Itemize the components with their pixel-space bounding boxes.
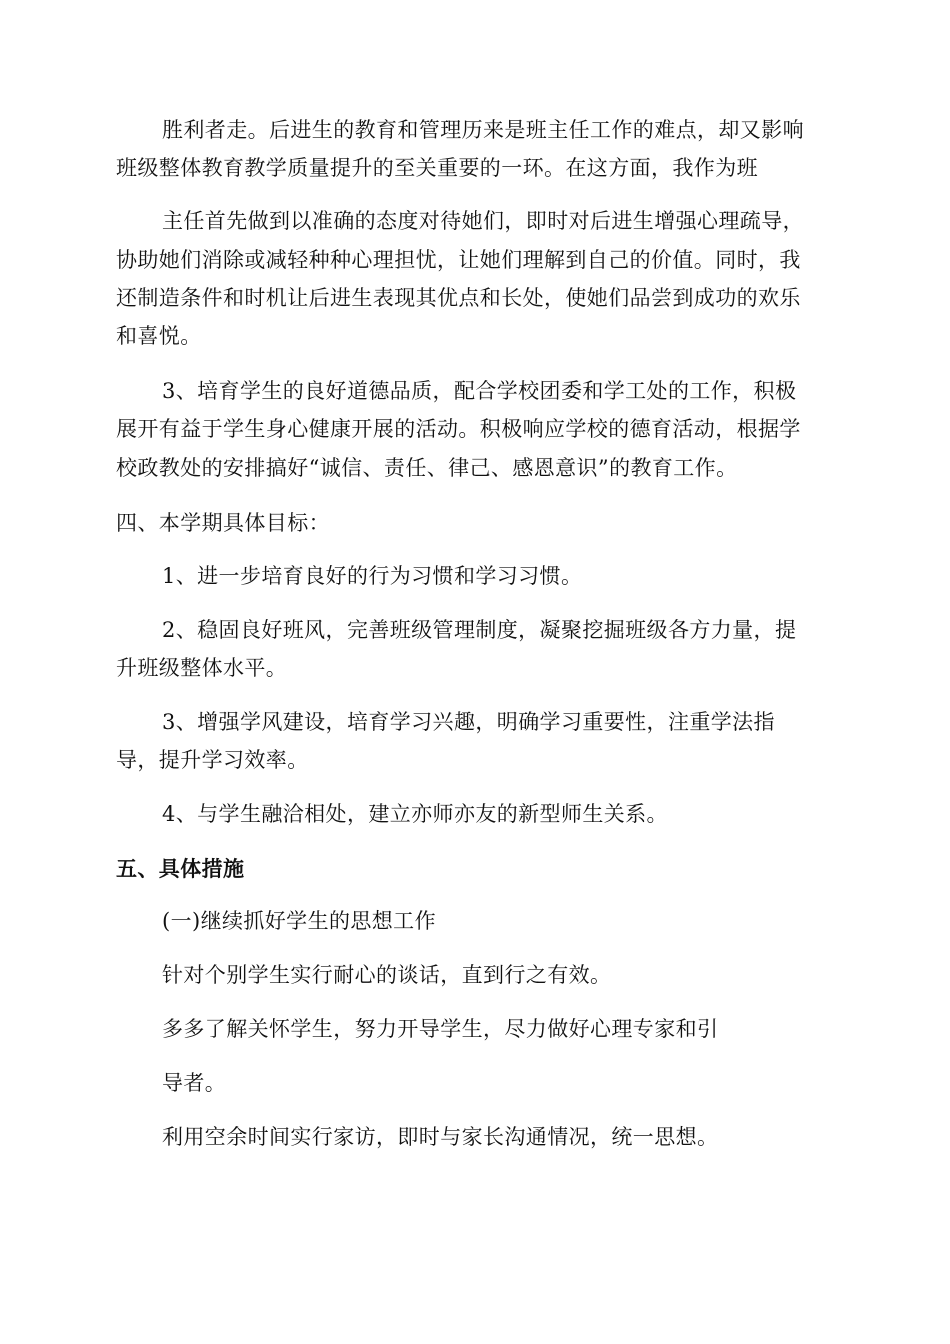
list-item-continuation: 导，提升学习效率。: [116, 748, 309, 772]
paragraph-line: 还制造条件和时机让后进生表现其优点和长处，使她们品尝到成功的欢乐: [116, 286, 801, 310]
paragraph-line: 校政教处的安排搞好“诚信、责任、律己、感恩意识”的教育工作。: [116, 456, 738, 480]
subsection-heading: (一)继续抓好学生的思想工作: [162, 909, 436, 933]
list-item: 1、进一步培育良好的行为习惯和学习习惯。: [162, 564, 583, 588]
section-heading: 四、本学期具体目标：: [116, 511, 330, 535]
paragraph-line: 胜利者走。后进生的教育和管理历来是班主任工作的难点，却又影响: [162, 118, 804, 142]
section-heading-bold: 五、具体措施: [116, 856, 245, 881]
list-item-continuation: 升班级整体水平。: [116, 656, 288, 680]
list-item: 3、增强学风建设，培育学习兴趣，明确学习重要性，注重学法指: [162, 710, 775, 734]
paragraph-line: 协助她们消除或减轻种种心理担忧，让她们理解到自己的价值。同时，我: [116, 248, 801, 272]
paragraph-line: 针对个别学生实行耐心的谈话，直到行之有效。: [162, 963, 612, 987]
paragraph-line: 3、培育学生的良好道德品质，配合学校团委和学工处的工作，积极: [162, 379, 797, 403]
paragraph-line: 主任首先做到以准确的态度对待她们，即时对后进生增强心理疏导，: [162, 209, 804, 233]
list-item: 4、与学生融洽相处，建立亦师亦友的新型师生关系。: [162, 802, 668, 826]
paragraph-line: 利用空余时间实行家访，即时与家长沟通情况，统一思想。: [162, 1125, 719, 1149]
paragraph-line: 多多了解关怀学生，努力开导学生，尽力做好心理专家和引: [162, 1017, 719, 1041]
paragraph-line: 班级整体教育教学质量提升的至关重要的一环。在这方面，我作为班: [116, 156, 758, 180]
list-item: 2、稳固良好班风，完善班级管理制度，凝聚挖掘班级各方力量，提: [162, 618, 797, 642]
paragraph-line: 和喜悦。: [116, 324, 202, 348]
paragraph-line: 展开有益于学生身心健康开展的活动。积极响应学校的德育活动，根据学: [116, 417, 801, 441]
paragraph-line: 导者。: [162, 1071, 227, 1095]
